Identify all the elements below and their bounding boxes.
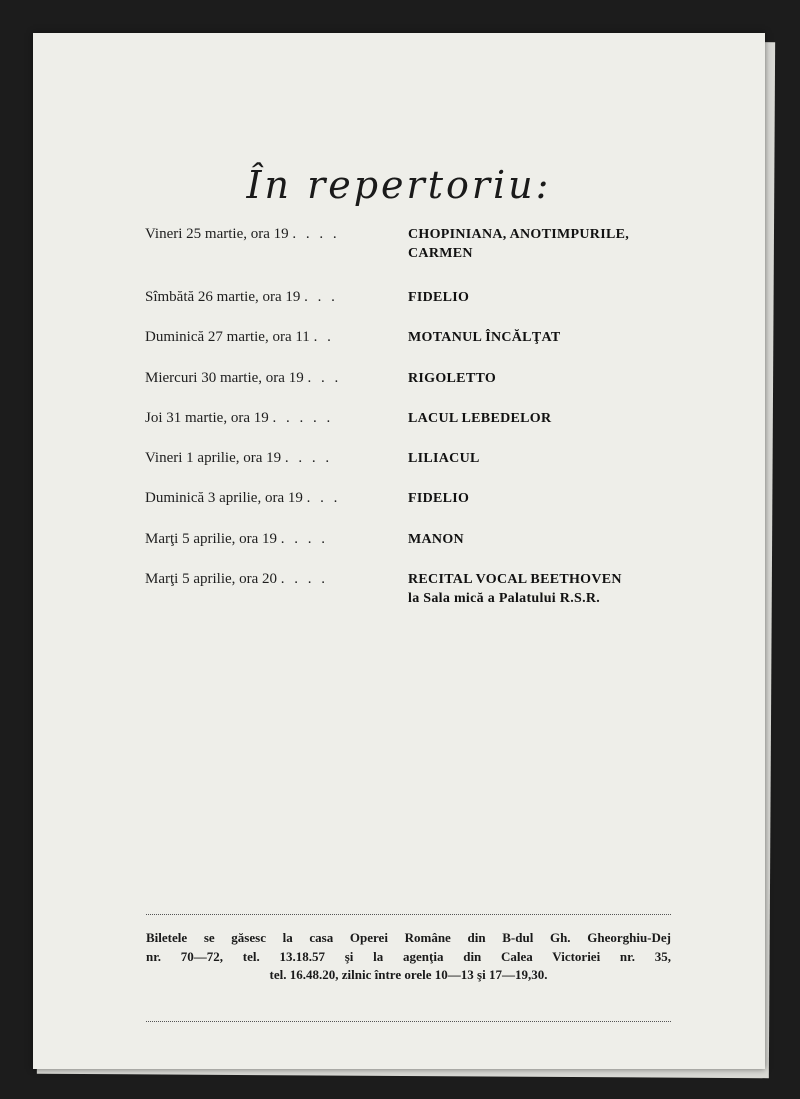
schedule-date: Marţi 5 aprilie, ora 20 . . . .	[145, 571, 329, 588]
schedule-show: LILIACUL	[408, 451, 480, 467]
schedule-row	[145, 369, 705, 409]
schedule-row	[145, 489, 705, 529]
schedule-show: FIDELIO	[408, 491, 470, 507]
schedule-row	[145, 288, 705, 328]
schedule-date: Vineri 1 aprilie, ora 19 . . . .	[145, 450, 333, 467]
schedule-date: Joi 31 martie, ora 19 . . . . .	[145, 409, 334, 426]
schedule-date: Duminică 27 martie, ora 11 . .	[145, 329, 334, 346]
schedule-show: MOTANUL ÎNCĂLŢAT	[408, 330, 561, 346]
schedule-row	[145, 530, 705, 570]
schedule-date: Sîmbătă 26 martie, ora 19 . . .	[145, 289, 338, 305]
schedule-row	[145, 409, 705, 449]
ticket-info-line: Biletele se găsesc la casa Operei Române din B-dul Gh. Gheorghiu-Dej	[146, 930, 671, 945]
schedule-show: MANON	[408, 531, 464, 547]
ticket-info-line: nr. 70—72, tel. 13.18.57 şi la agenţia din Calea Victoriei nr. 35,	[146, 948, 671, 964]
schedule-row	[145, 570, 705, 633]
program-page	[33, 33, 765, 1069]
ticket-info	[146, 929, 671, 985]
schedule-row	[145, 449, 705, 489]
schedule-show: LACUL LEBEDELOR	[408, 410, 552, 426]
schedule-row	[145, 328, 705, 368]
dotted-divider-top	[146, 914, 671, 915]
repertoire-list	[145, 225, 705, 633]
dotted-divider-bottom	[146, 1021, 671, 1022]
schedule-show: CHOPINIANA, ANOTIMPURILE, CARMEN	[408, 227, 630, 261]
schedule-date: Duminică 3 aprilie, ora 19 . . .	[145, 490, 341, 507]
schedule-show: RIGOLETTO	[408, 370, 497, 386]
schedule-show: FIDELIO	[408, 290, 470, 305]
schedule-show: RECITAL VOCAL BEETHOVEN la Sala mică a Palatului R.S.R.	[408, 572, 622, 607]
schedule-date: Miercuri 30 martie, ora 19 . . .	[145, 369, 342, 386]
schedule-date: Marţi 5 aprilie, ora 19 . . . .	[145, 530, 329, 547]
page-title: În repertoriu:	[246, 163, 552, 207]
show-through-texture	[33, 833, 765, 867]
schedule-row	[145, 225, 705, 288]
ticket-info-line: tel. 16.48.20, zilnic între orele 10—13 şi 17—19,30.	[269, 967, 548, 982]
schedule-date: Vineri 25 martie, ora 19 . . . .	[145, 226, 340, 242]
